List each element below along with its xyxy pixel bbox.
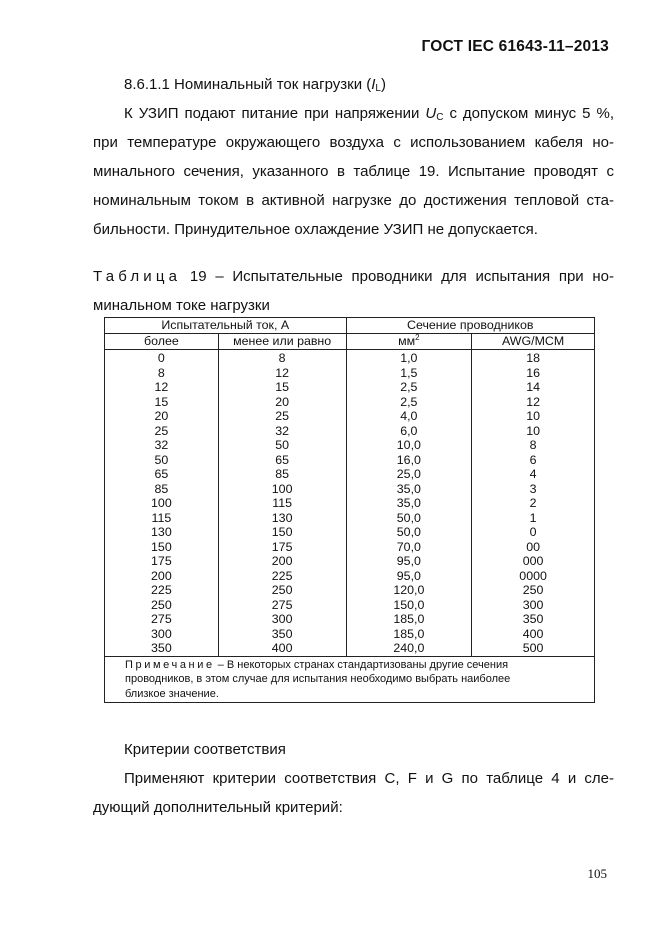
table-cell: 6 bbox=[472, 453, 595, 468]
table-cell: 130 bbox=[105, 525, 219, 540]
table-cell: 185,0 bbox=[346, 612, 472, 627]
table-cell: 50,0 bbox=[346, 511, 472, 526]
table-cell: 8 bbox=[472, 438, 595, 453]
table-cell: 25 bbox=[105, 424, 219, 439]
group-header-conductor-section: Сечение проводников bbox=[346, 318, 595, 334]
table-cell: 300 bbox=[218, 612, 346, 627]
table-cell: 6,0 bbox=[346, 424, 472, 439]
table-row bbox=[105, 641, 595, 656]
table-row bbox=[105, 598, 595, 613]
table-cell: 15 bbox=[218, 380, 346, 395]
paragraph-criteria bbox=[93, 764, 614, 822]
table-cell: 65 bbox=[105, 467, 219, 482]
table-cell: 95,0 bbox=[346, 569, 472, 584]
caption-label: Таблица bbox=[93, 268, 182, 285]
table-cell: 50 bbox=[105, 453, 219, 468]
table-cell: 1,5 bbox=[346, 366, 472, 381]
table-cell: 275 bbox=[218, 598, 346, 613]
table-cell: 150 bbox=[105, 540, 219, 555]
table-cell: 10 bbox=[472, 409, 595, 424]
table-cell: 10 bbox=[472, 424, 595, 439]
conductor-table bbox=[104, 317, 595, 703]
table-row bbox=[105, 525, 595, 540]
table-cell: 300 bbox=[472, 598, 595, 613]
table-cell: 12 bbox=[218, 366, 346, 381]
table-cell: 250 bbox=[105, 598, 219, 613]
section-title-text: Номинальный ток нагрузки ( bbox=[174, 76, 372, 93]
paragraph-line: бильности. Принудительное охлаждение УЗИП не допускается. bbox=[93, 221, 538, 238]
table-cell: 8 bbox=[218, 350, 346, 366]
table-cell: 130 bbox=[218, 511, 346, 526]
voltage-subscript: C bbox=[436, 112, 444, 123]
table-cell: 0 bbox=[472, 525, 595, 540]
table-cell: 16,0 bbox=[346, 453, 472, 468]
table-row bbox=[105, 409, 595, 424]
table-cell: 350 bbox=[218, 627, 346, 642]
table-cell: 300 bbox=[105, 627, 219, 642]
table-cell: 250 bbox=[472, 583, 595, 598]
standard-code-header: ГОСТ IEC 61643-11–2013 bbox=[421, 38, 609, 55]
criteria-heading: Критерии соответствия bbox=[124, 741, 286, 758]
table-cell: 250 bbox=[218, 583, 346, 598]
table-row bbox=[105, 350, 595, 366]
table-cell: 2,5 bbox=[346, 380, 472, 395]
table-cell: 16 bbox=[472, 366, 595, 381]
table-cell: 95,0 bbox=[346, 554, 472, 569]
section-heading bbox=[124, 70, 386, 99]
paragraph-line: К УЗИП подают питание при напряжении $U_C$ с допуском минус 5 %, bbox=[124, 105, 614, 123]
table-cell: 15 bbox=[105, 395, 219, 410]
table-row bbox=[105, 467, 595, 482]
table-cell: 70,0 bbox=[346, 540, 472, 555]
table-body bbox=[105, 350, 595, 657]
col-header-more-than: более bbox=[105, 334, 219, 350]
table-cell: 50,0 bbox=[346, 525, 472, 540]
table-cell: 185,0 bbox=[346, 627, 472, 642]
table-cell: 240,0 bbox=[346, 641, 472, 656]
table-cell: 115 bbox=[105, 511, 219, 526]
table-cell: 85 bbox=[105, 482, 219, 497]
table-cell: 25,0 bbox=[346, 467, 472, 482]
table-row bbox=[105, 380, 595, 395]
paragraph-line: Применяют критерии соответствия С, F и G по таблице 4 и сле- bbox=[124, 770, 615, 787]
table-cell: 400 bbox=[472, 627, 595, 642]
table-row bbox=[105, 583, 595, 598]
paragraph-line: номинальным током в активной нагрузке до достижения тепловой ста- bbox=[93, 192, 614, 209]
paragraph-line: дующий дополнительный критерий: bbox=[93, 799, 343, 816]
table-cell: 2 bbox=[472, 496, 595, 511]
table-cell: 0000 bbox=[472, 569, 595, 584]
paragraph-line: минального сечения, указанного в таблице 19. Испытание проводят с bbox=[93, 163, 614, 180]
voltage-symbol: U bbox=[425, 105, 437, 122]
table-cell: 32 bbox=[105, 438, 219, 453]
table-row bbox=[105, 540, 595, 555]
section-title-close: ) bbox=[380, 76, 386, 93]
table-row bbox=[105, 496, 595, 511]
table-cell: 2,5 bbox=[346, 395, 472, 410]
table-cell: 1,0 bbox=[346, 350, 472, 366]
table-cell: 4,0 bbox=[346, 409, 472, 424]
table-caption bbox=[93, 262, 614, 320]
table-cell: 18 bbox=[472, 350, 595, 366]
section-number: 8.6.1.1 bbox=[124, 76, 170, 93]
table-cell: 120,0 bbox=[346, 583, 472, 598]
table-cell: 350 bbox=[105, 641, 219, 656]
table-cell: 65 bbox=[218, 453, 346, 468]
table-cell: 225 bbox=[105, 583, 219, 598]
table-note: Примечание – В некоторых странах стандартизованы другие сечения проводников, в этом случае для испытания необходимо выбрать наиболее близкое значение. bbox=[105, 656, 595, 703]
table-row bbox=[105, 366, 595, 381]
table-row bbox=[105, 438, 595, 453]
table-row bbox=[105, 554, 595, 569]
table-cell: 25 bbox=[218, 409, 346, 424]
table-row bbox=[105, 627, 595, 642]
col-header-mm2: $мм^2$ bbox=[346, 334, 472, 350]
table-row bbox=[105, 424, 595, 439]
table-cell: 32 bbox=[218, 424, 346, 439]
table-cell: 85 bbox=[218, 467, 346, 482]
paragraph-test-conditions bbox=[93, 99, 614, 244]
table-cell: 100 bbox=[218, 482, 346, 497]
table-cell: 175 bbox=[218, 540, 346, 555]
table-cell: 20 bbox=[218, 395, 346, 410]
table-cell: 10,0 bbox=[346, 438, 472, 453]
table-cell: 3 bbox=[472, 482, 595, 497]
table-cell: 275 bbox=[105, 612, 219, 627]
table-cell: 000 bbox=[472, 554, 595, 569]
table-cell: 35,0 bbox=[346, 482, 472, 497]
table-row bbox=[105, 511, 595, 526]
table-cell: 20 bbox=[105, 409, 219, 424]
table-cell: 8 bbox=[105, 366, 219, 381]
table-cell: 14 bbox=[472, 380, 595, 395]
caption-line: минальном токе нагрузки bbox=[93, 297, 270, 314]
table-row bbox=[105, 569, 595, 584]
table-cell: 12 bbox=[105, 380, 219, 395]
table-cell: 175 bbox=[105, 554, 219, 569]
table-cell: 115 bbox=[218, 496, 346, 511]
table-cell: 150,0 bbox=[346, 598, 472, 613]
table-cell: 200 bbox=[218, 554, 346, 569]
table-cell: 350 bbox=[472, 612, 595, 627]
table-row bbox=[105, 453, 595, 468]
group-header-test-current: Испытательный ток, А bbox=[105, 318, 347, 334]
table-cell: 150 bbox=[218, 525, 346, 540]
table-cell: 200 bbox=[105, 569, 219, 584]
table-cell: 35,0 bbox=[346, 496, 472, 511]
col-header-awg: AWG/MCM bbox=[472, 334, 595, 350]
table-cell: 50 bbox=[218, 438, 346, 453]
col-header-less-or-equal: менее или равно bbox=[218, 334, 346, 350]
table-row bbox=[105, 395, 595, 410]
table-cell: 100 bbox=[105, 496, 219, 511]
current-symbol: I bbox=[371, 76, 376, 93]
table-row bbox=[105, 482, 595, 497]
table-cell: 225 bbox=[218, 569, 346, 584]
table-cell: 00 bbox=[472, 540, 595, 555]
table-row bbox=[105, 612, 595, 627]
table-cell: 4 bbox=[472, 467, 595, 482]
table-cell: 0 bbox=[105, 350, 219, 366]
current-subscript: L bbox=[375, 83, 381, 94]
table-cell: 1 bbox=[472, 511, 595, 526]
table-cell: 400 bbox=[218, 641, 346, 656]
table-cell: 12 bbox=[472, 395, 595, 410]
page-number: 105 bbox=[587, 866, 607, 881]
paragraph-line: при температуре окружающего воздуха с использованием кабеля но- bbox=[93, 134, 614, 151]
table-cell: 500 bbox=[472, 641, 595, 656]
caption-line: Таблица 19 – Испытательные проводники для испытания при но- bbox=[93, 268, 614, 285]
note-label: Примечание bbox=[125, 658, 215, 671]
